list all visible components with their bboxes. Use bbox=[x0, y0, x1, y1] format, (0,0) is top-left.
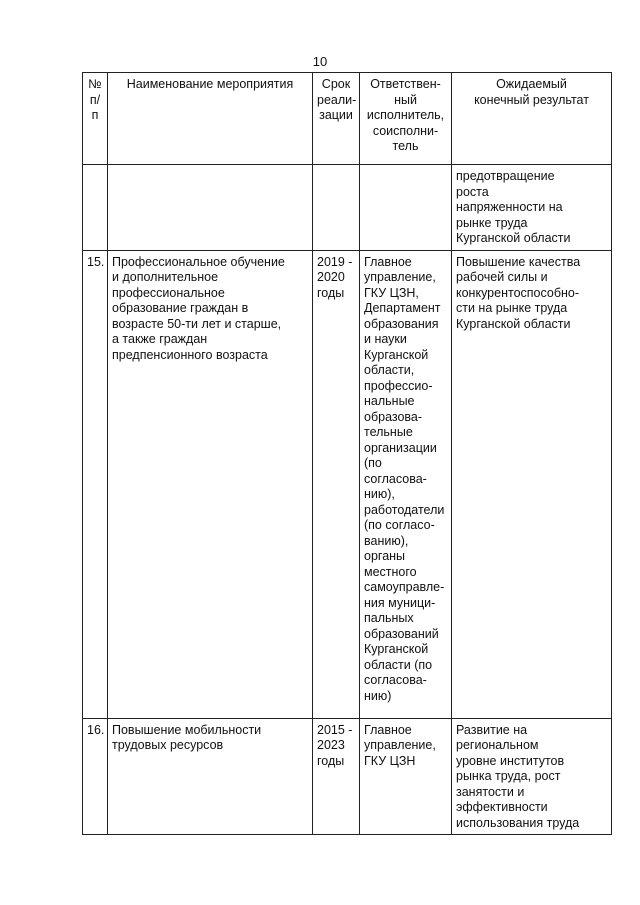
header-responsible: Ответствен- ный исполнитель, соисполни- тель bbox=[360, 73, 452, 165]
header-name: Наименование мероприятия bbox=[108, 73, 313, 165]
cell-num bbox=[83, 165, 108, 251]
activities-table bbox=[82, 72, 612, 835]
cell-name bbox=[108, 165, 313, 251]
header-term: Срок реали- зации bbox=[313, 73, 360, 165]
cell-result: предотвращение роста напряженности на рынке труда Курганской области bbox=[452, 165, 612, 251]
cell-result: Повышение качества рабочей силы и конкурентоспособно- сти на рынке труда Курганской области bbox=[452, 250, 612, 718]
page-number: 10 bbox=[312, 54, 328, 69]
cell-name: Профессиональное обучение и дополнительное профессиональное образование граждан в возрасте 50-ти лет и старше, а также граждан предпенсионного возраста bbox=[108, 250, 313, 718]
cell-result: Развитие на региональном уровне институтов рынка труда, рост занятости и эффективности использования труда bbox=[452, 718, 612, 835]
cell-responsible bbox=[360, 165, 452, 251]
table-row bbox=[83, 165, 612, 251]
cell-responsible: Главное управление, ГКУ ЦЗН bbox=[360, 718, 452, 835]
header-num: № п/п bbox=[83, 73, 108, 165]
table-row bbox=[83, 718, 612, 835]
cell-term bbox=[313, 165, 360, 251]
cell-term: 2019 - 2020 годы bbox=[313, 250, 360, 718]
cell-term: 2015 - 2023 годы bbox=[313, 718, 360, 835]
table-row bbox=[83, 250, 612, 718]
cell-responsible: Главное управление, ГКУ ЦЗН, Департамент образования и науки Курганской области, профессио- нальные образова- тельные организации (по согласова- нию), работодатели (по согласо- ванию), органы местного самоуправле- ния муници- пальных образований Курганской области (по согласова- нию) bbox=[360, 250, 452, 718]
cell-num: 16. bbox=[83, 718, 108, 835]
table-header-row bbox=[83, 73, 612, 165]
cell-name: Повышение мобильности трудовых ресурсов bbox=[108, 718, 313, 835]
header-result: Ожидаемый конечный результат bbox=[452, 73, 612, 165]
cell-num: 15. bbox=[83, 250, 108, 718]
